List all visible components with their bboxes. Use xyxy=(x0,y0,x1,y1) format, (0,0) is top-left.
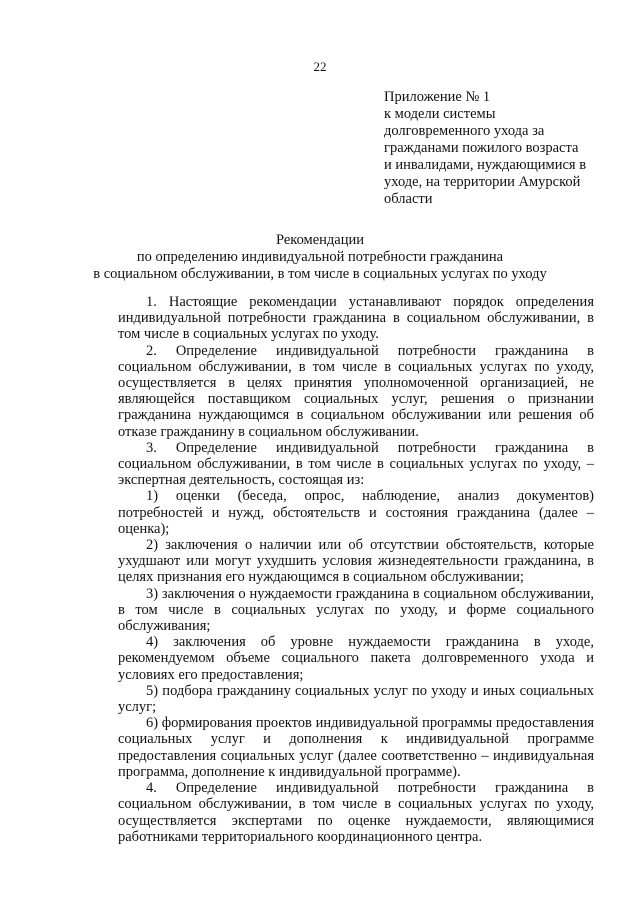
list-item-5: 5) подбора гражданину социальных услуг по уходу и иных социальных услуг; xyxy=(118,682,594,716)
list-item-1: 1) оценки (беседа, опрос, наблюдение, анализ документов) потребностей и нужд, обстоятельств и состояния гражданина (далее – оценка); xyxy=(118,488,594,537)
page-number: 22 xyxy=(313,59,327,74)
document-heading xyxy=(0,232,640,283)
paragraph-2: 2. Определение индивидуальной потребности гражданина в социальном обслуживании, в том числе в социальных услугах по уходу, осуществляется в целях принятия уполномоченной организацией, не являющейся поставщиком социальных услуг, решения о признании гражданина нуждающимся в социальном обслуживании или решения об отказе гражданину в социальном обслуживании. xyxy=(118,342,594,440)
appendix-line: области xyxy=(384,191,433,207)
appendix-line: долговременного ухода за xyxy=(384,123,545,139)
appendix-block xyxy=(384,89,604,208)
list-item-6: 6) формирования проектов индивидуальной программы предоставления социальных услуг и дополнения к индивидуальной программе предоставления социальных услуг (далее соответственно – индивидуальная программа, дополнение к индивидуальной программе). xyxy=(118,715,594,780)
appendix-line: уходе, на территории Амурской xyxy=(384,174,581,190)
appendix-line: Приложение № 1 xyxy=(384,89,491,105)
paragraph-1: 1. Настоящие рекомендации устанавливают порядок определения индивидуальной потребности гражданина в социальном обслуживании, в том числе в социальных услугах по уходу. xyxy=(118,294,594,343)
list-item-3: 3) заключения о нуждаемости гражданина в социальном обслуживании, в том числе в социальных услугах по уходу, и форме социального обслуживания; xyxy=(118,585,594,635)
heading-title: Рекомендации xyxy=(275,232,365,248)
appendix-line: и инвалидами, нуждающимися в xyxy=(384,157,587,173)
heading-subtitle-line: по определению индивидуальной потребности гражданина xyxy=(136,249,504,265)
appendix-line: гражданами пожилого возраста xyxy=(384,140,579,156)
list-item-4: 4) заключения об уровне нуждаемости гражданина в уходе, рекомендуемом объеме социального пакета долговременного ухода и условиях его предоставления; xyxy=(118,634,594,683)
list-item-2: 2) заключения о наличии или об отсутствии обстоятельств, которые ухудшают или могут ухудшить условия жизнедеятельности гражданина, в целях признания его нуждающимся в социальном обслуживании; xyxy=(118,537,594,586)
heading-subtitle-line: в социальном обслуживании, в том числе в социальных услугах по уходу xyxy=(93,266,547,282)
paragraph-4: 4. Определение индивидуальной потребности гражданина в социальном обслуживании, в том числе в социальных услугах по уходу, осуществляется экспертами по оценке нуждаемости, являющимися работниками территориального координационного центра. xyxy=(118,780,594,845)
paragraph-3: 3. Определение индивидуальной потребности гражданина в социальном обслуживании, в том числе в социальных услугах по уходу, – экспертная деятельность, состоящая из: xyxy=(118,439,594,489)
document-body xyxy=(118,294,594,845)
appendix-line: к модели системы xyxy=(384,106,496,122)
